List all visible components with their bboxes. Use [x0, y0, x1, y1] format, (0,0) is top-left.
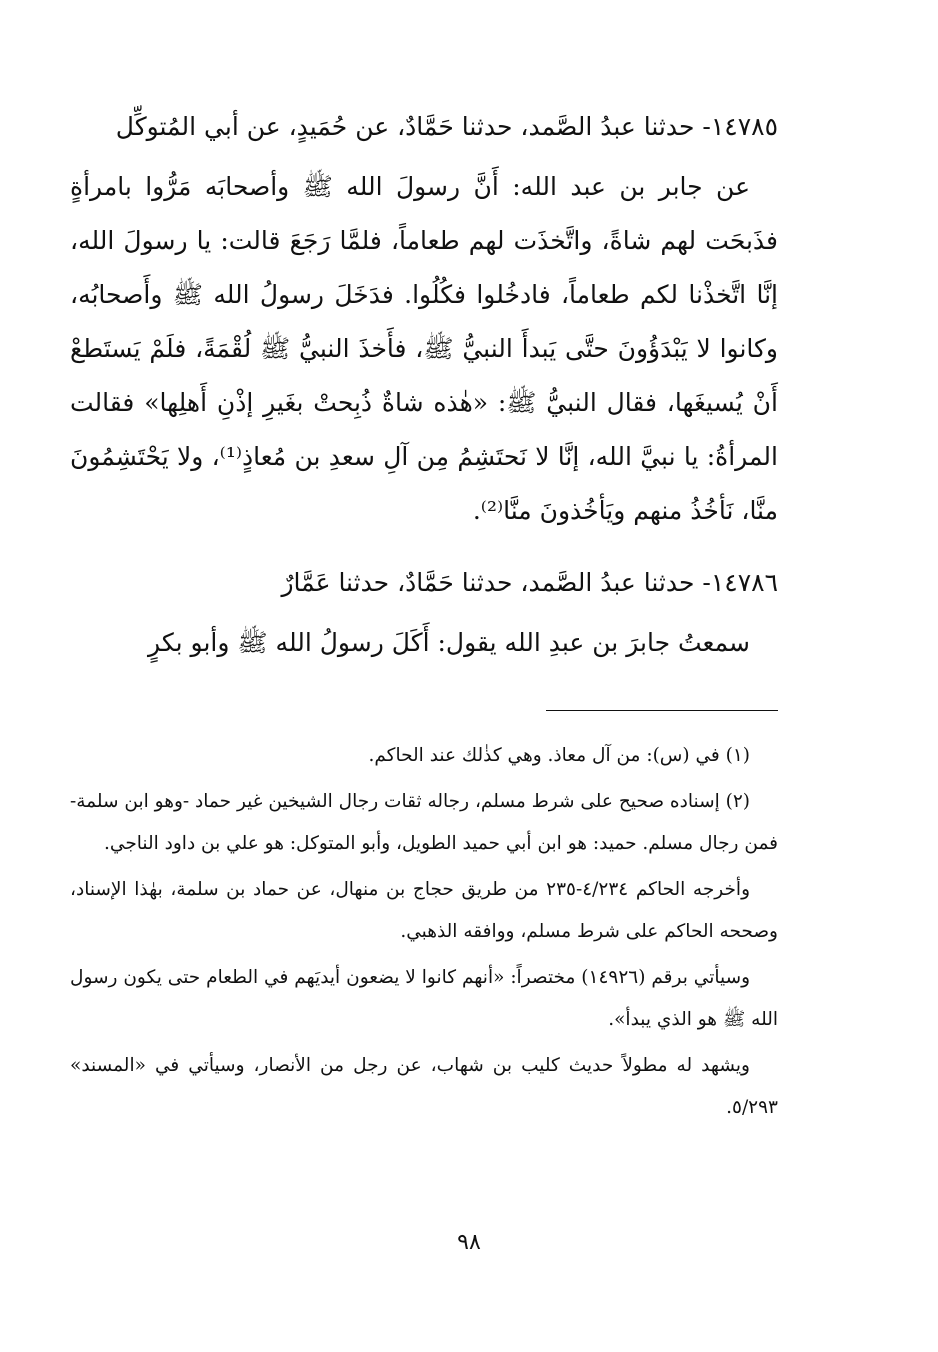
hadith-14785-header: ١٤٧٨٥- حدثنا عبدُ الصَّمد، حدثنا حَمَّادٌ، عن حُمَيدٍ، عن أبي المُتوكِّل: [115, 112, 778, 141]
hadith-14786-body: سمعتُ جابرَ بن عبدِ الله يقول: أَكَلَ رسولُ الله ﷺ وأبو بكرٍ: [148, 628, 750, 657]
hadith-14785-body: عن جابر بن عبد الله: أَنَّ رسولَ الله ﷺ وأصحابَه مَرُّوا بامرأةٍ فذَبحَت لهم شاةً، واتَّخذَت لهم طعاماً، فلمَّا رَجَعَ قالت: يا رسولَ الله، إنَّا اتَّخذْنا لكم طعاماً، فادخُلوا فكُلُوا. فدَخَلَ رسولُ الله ﷺ وأَصحابُه، وكانوا لا يَبْدَؤُونَ حتَّى يَبدأَ النبيُّ ﷺ، فأَخذَ النبيُّ ﷺ لُقْمَةً، فلَمْ يَستَطعْ أَنْ يُسيغَها، فقال النبيُّ ﷺ: «هٰذه شاةٌ ذُبِحتْ بغَيرِ إذْنِ أَهلِها» فقالت المرأةُ: يا نبيَّ الله، إنَّا لا نَحتَشِمُ مِن آلِ سعدِ بن مُعاذٍ⁽¹⁾، ولا يَحْتَشِمُونَ منَّا، نَأخُذُ منهم ويَأخُذونَ منَّا⁽²⁾.: [70, 172, 778, 525]
footnote-separator: [546, 710, 778, 711]
footnote-2-continued: وسيأتي برقم (١٤٩٢٦) مختصراً: «أنهم كانوا لا يضعون أيديَهم في الطعام حتى يكون رسول الله ﷺ هو الذي يبدأ».: [70, 967, 778, 1030]
footnote-1: (١) في (س): من آل معاذ. وهي كذٰلك عند الحاكم.: [368, 745, 750, 766]
book-page: [70, 100, 778, 1280]
footnotes: [70, 735, 778, 1129]
page-number: ٩٨: [457, 1230, 481, 1255]
hadith-14786-header: ١٤٧٨٦- حدثنا عبدُ الصَّمد، حدثنا حَمَّادٌ، حدثنا عَمَّارٌ: [281, 568, 778, 597]
footnote-2-continued: ويشهد له مطولاً حديث كليب بن شهاب، عن رجل من الأنصار، وسيأتي في «المسند» ٥/٢٩٣.: [70, 1055, 778, 1118]
main-text: [70, 100, 778, 670]
footnote-2: (٢) إسناده صحيح على شرط مسلم، رجاله ثقات رجال الشيخين غير حماد -وهو ابن سلمة- فمن رجال مسلم. حميد: هو ابن أبي حميد الطويل، وأبو المتوكل: هو علي بن داود الناجي.: [70, 791, 778, 854]
footnote-2-continued: وأخرجه الحاكم ٤/٢٣٤-٢٣٥ من طريق حجاج بن منهال، عن حماد بن سلمة، بهٰذا الإسناد، وصححه الحاكم على شرط مسلم، ووافقه الذهبي.: [70, 879, 778, 942]
